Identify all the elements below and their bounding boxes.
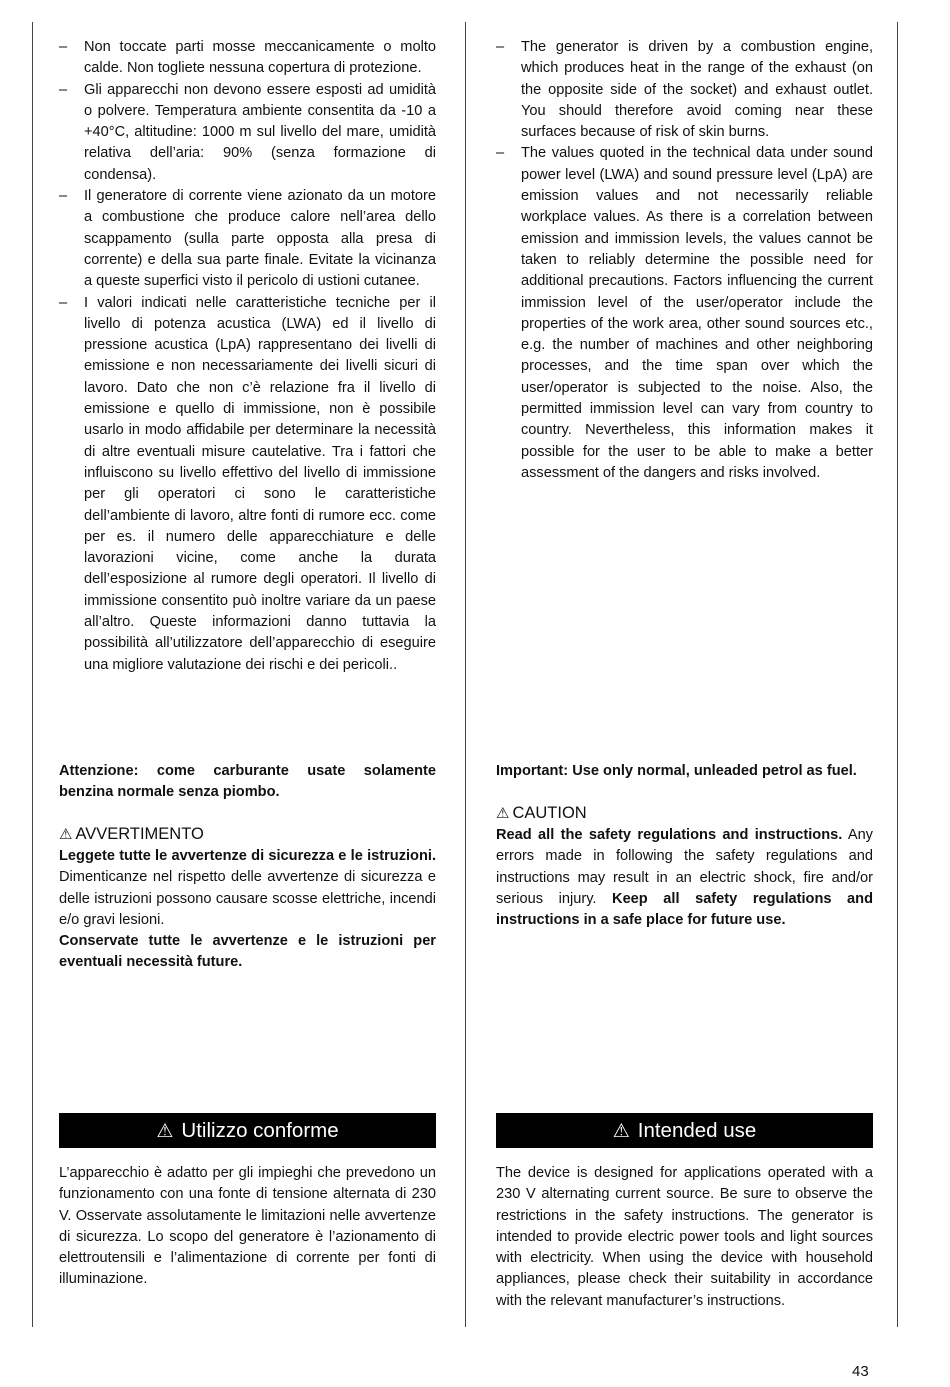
warning-triangle-icon: ⚠ bbox=[59, 826, 73, 843]
right-margin-rule bbox=[897, 22, 898, 1327]
right-section bbox=[496, 1113, 873, 1312]
section-text: The device is designed for applications operated with a 230 V alternating current source. Be sure to observe the restrictions in the safety instructions. The generator is intended to provide electric power tools and light sources with electricity. When using the device with household appliances, please check their suitability in accordance with the relevant manufacturer’s instructions. bbox=[496, 1165, 873, 1309]
list-item: – I valori indicati nelle caratteristiche tecniche per il livello di potenza acustica (LWA) ed il livello di pressione acustica (LpA) rappresentano dei livelli di emissione e non necessariamente dei livelli sicuri di lavoro. Dato che non c’è relazione fra il livello di emissione e quello di immissione, non è possibile usarlo in modo affidabile per determinare la necessità di altre eventuali misure cautelative. Tra i fattori che influiscono su livello effettivo del livello di immissione per gli operatori ci sono le caratteristiche dell’ambiente di lavoro, altre fonti di rumore ecc. come per es. il numero delle apparecchiature e delle lavorazioni vicine, come anche la durata dell’esposizione al rumore degli operatori. Il livello di immissione consentito può inoltre variare da un paese all’altro. Queste informazioni danno tuttavia la possibilità all’utilizzatore dell’apparecchio di eseguire una migliore valutazione dei rischi e dei pericoli.. bbox=[59, 293, 436, 676]
left-column bbox=[59, 37, 436, 676]
left-bullet-list bbox=[59, 37, 436, 676]
section-banner bbox=[59, 1113, 436, 1148]
left-fuel-notice-block bbox=[59, 761, 436, 804]
left-section bbox=[59, 1113, 436, 1291]
fuel-notice: Attenzione: come carburante usate solamente benzina normale senza piombo. bbox=[59, 763, 436, 801]
list-item: – Gli apparecchi non devono essere esposti ad umidità o polvere. Temperatura ambiente consentita da -10 a +40°C, altitudine: 1000 m sul livello del mare, umidità relativa dell’aria: 90% (senza formazione di condensa). bbox=[59, 80, 436, 186]
right-caution-block bbox=[496, 802, 873, 931]
caution-heading: ⚠ AVVERTIMENTO bbox=[59, 825, 204, 843]
list-item: – Non toccate parti mosse meccanicamente o molto calde. Non togliete nessuna copertura di protezione. bbox=[59, 37, 436, 80]
warning-triangle-icon: ⚠ bbox=[496, 805, 510, 822]
caution-text: Read all the safety regulations and instructions. Any errors made in following the safety regulations and instructions may result in an electric shock, fire and/or serious injury. Keep all safety regulations and instructions in a safe place for future use. bbox=[496, 827, 873, 929]
section-text: L’apparecchio è adatto per gli impieghi che prevedono un funzionamento con una fonte di tensione alternata di 230 V. Osservate assolutamente le limitazioni nelle avvertenze di sicurezza. Lo scopo del generatore è l’azionamento di elettroutensili e l’alimentazione di corrente per fonti di illuminazione. bbox=[59, 1165, 436, 1288]
right-bullet-list bbox=[496, 37, 873, 484]
fuel-notice: Important: Use only normal, unleaded petrol as fuel. bbox=[496, 763, 857, 779]
right-column bbox=[496, 37, 873, 484]
right-fuel-notice-block bbox=[496, 761, 873, 782]
warning-triangle-icon: ⚠ bbox=[156, 1121, 174, 1142]
left-caution-block bbox=[59, 823, 436, 974]
list-item: – The generator is driven by a combustion engine, which produces heat in the range of the exhaust (on the opposite side of the socket) and exhaust outlet. You should therefore avoid coming near these surfaces because of risk of skin burns. bbox=[496, 37, 873, 143]
caution-text: Leggete tutte le avvertenze di sicurezza e le istruzioni. Dimenticanze nel rispetto delle avvertenze di sicurezza e delle istruzioni possono causare scosse elettriche, incendi e/o gravi lesioni. bbox=[59, 848, 436, 928]
section-banner bbox=[496, 1113, 873, 1148]
left-margin-rule bbox=[32, 22, 33, 1327]
list-item: – Il generatore di corrente viene azionato da un motore a combustione che produce calore nell’area dello scappamento (sulla parte opposta alla presa di corrente) e della sua parte finale. Evitate la vicinanza a queste superfici visto il pericolo di ustioni cutanee. bbox=[59, 186, 436, 292]
caution-keep-text: Conservate tutte le avvertenze e le istruzioni per eventuali necessità future. bbox=[59, 933, 436, 971]
page-number: 43 bbox=[852, 1363, 869, 1380]
center-column-rule bbox=[465, 22, 466, 1327]
section-title: Intended use bbox=[637, 1119, 757, 1142]
caution-heading: ⚠ CAUTION bbox=[496, 804, 587, 822]
list-item: – The values quoted in the technical data under sound power level (LWA) and sound pressure level (LpA) are emission values and not necessarily reliable workplace values. As there is a correlation between emission and immission levels, the values cannot be taken to reliably determine the possible need for additional precautions. Factors influencing the current immission level of the user/operator include the properties of the work area, other sound sources etc., e.g. the number of machines and other neighboring processes, and the time span over which the user/operator is subjected to the noise. Also, the permitted immission level can vary from country to country. Nevertheless, this information makes it possible for the user to be able to make a better assessment of the dangers and risks involved. bbox=[496, 143, 873, 484]
section-title: Utilizzo conforme bbox=[181, 1119, 339, 1142]
warning-triangle-icon: ⚠ bbox=[612, 1121, 630, 1142]
